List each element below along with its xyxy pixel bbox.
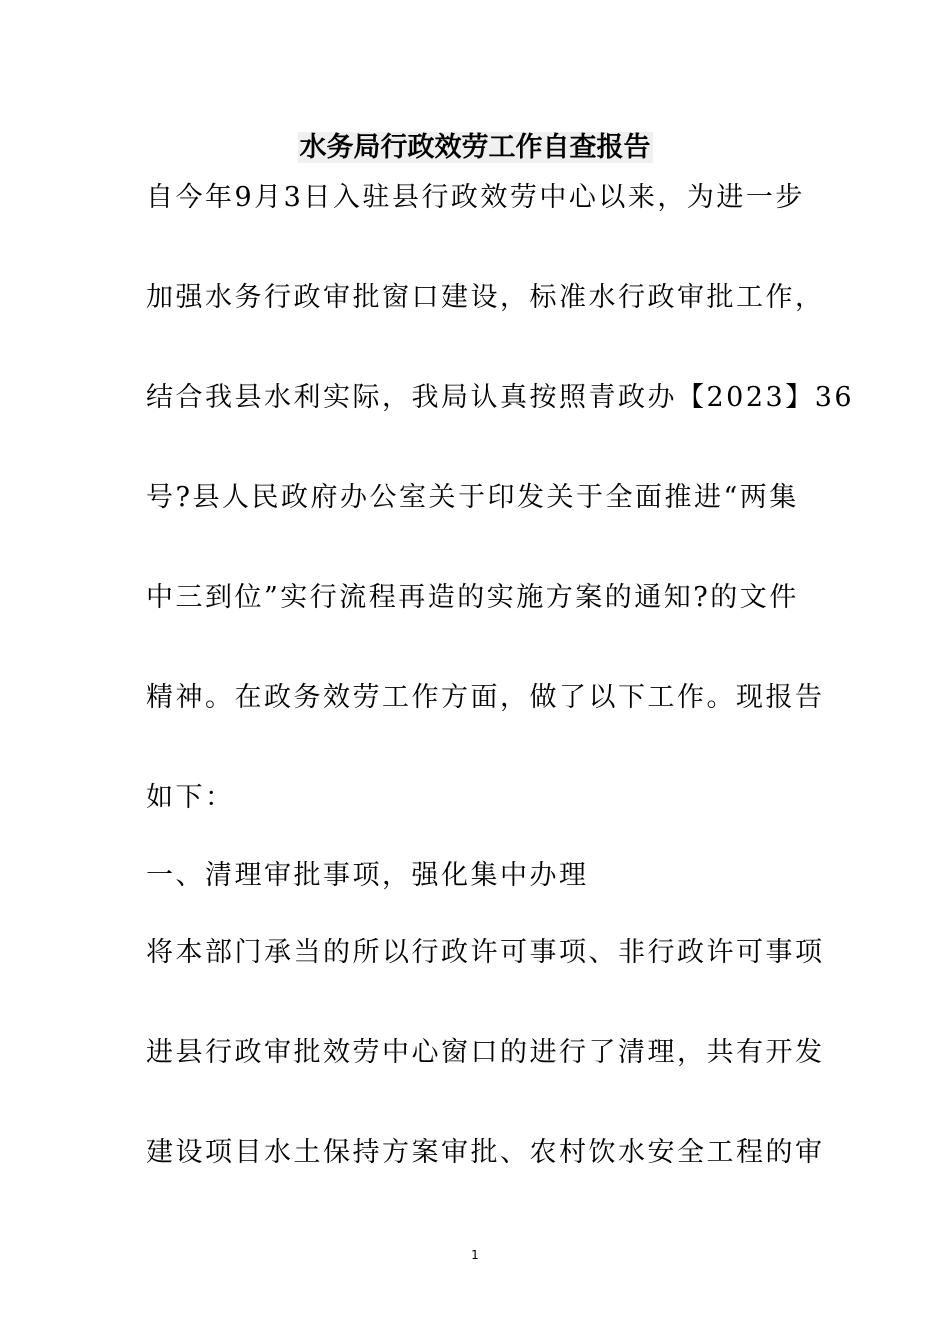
body-line-4: 号?县人民政府办公室关于印发关于全面推进“两集 — [146, 482, 799, 513]
body-line-10: 进县行政审批效劳中心窗口的进行了清理，共有开发 — [146, 1037, 825, 1068]
body-line-9: 将本部门承当的所以行政许可事项、非行政许可事项 — [146, 937, 825, 968]
page-number: 1 — [471, 1248, 479, 1262]
body-line-3: 结合我县水利实际，我局认真按照青政办【2023】36 — [146, 382, 855, 413]
document-title-text: 水务局行政效劳工作自查报告 — [299, 132, 651, 163]
body-line-7: 如下： — [146, 782, 235, 813]
section-heading-1: 一、清理审批事项，强化集中办理 — [146, 860, 589, 891]
body-line-5: 中三到位”实行流程再造的实施方案的通知?的文件 — [146, 582, 799, 613]
document-title — [0, 128, 950, 168]
body-line-6: 精神。在政务效劳工作方面，做了以下工作。现报告 — [146, 682, 825, 713]
body-line-2: 加强水务行政审批窗口建设，标准水行政审批工作， — [146, 282, 825, 313]
body-line-11: 建设项目水土保持方案审批、农村饮水安全工程的审 — [146, 1137, 825, 1168]
body-line-1: 自今年9月3日入驻县行政效劳中心以来，为进一步 — [146, 182, 805, 213]
